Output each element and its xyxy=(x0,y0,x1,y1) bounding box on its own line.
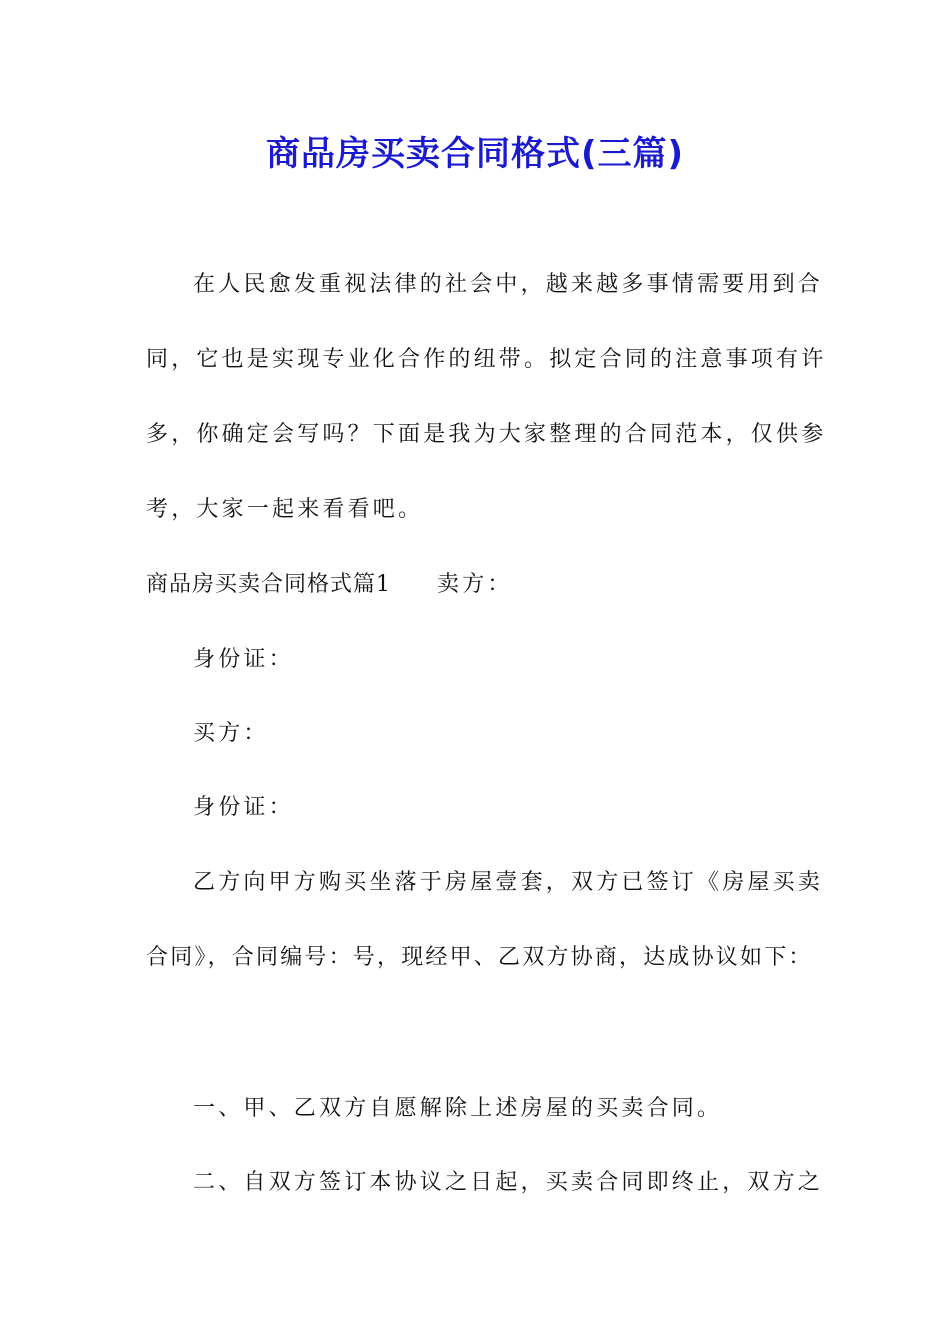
buyer-id-label: 身份证： xyxy=(193,795,294,820)
clause-2: 二、自双方签订本协议之日起，买卖合同即终止，双方之 xyxy=(193,1170,824,1195)
document-title: 商品房买卖合同格式(三篇) xyxy=(265,134,685,174)
section-heading-row xyxy=(146,568,513,602)
intro-line-3: 多，你确定会写吗？下面是我为大家整理的合同范本，仅供参 xyxy=(146,422,827,447)
seller-id-label: 身份证： xyxy=(193,647,294,672)
clause-1: 一、甲、乙双方自愿解除上述房屋的买卖合同。 xyxy=(193,1096,723,1121)
preamble-line-1: 乙方向甲方购买坐落于房屋壹套，双方已签订《房屋买卖 xyxy=(193,870,824,895)
intro-line-1: 在人民愈发重视法律的社会中，越来越多事情需要用到合 xyxy=(193,272,824,297)
intro-line-2: 同，它也是实现专业化合作的纽带。拟定合同的注意事项有许 xyxy=(146,347,827,372)
preamble-line-2: 合同》，合同编号：号，现经甲、乙双方协商，达成协议如下： xyxy=(146,945,813,970)
section-heading: 商品房买卖合同格式篇1 xyxy=(146,572,391,597)
intro-line-4: 考，大家一起来看看吧。 xyxy=(146,497,424,522)
buyer-label: 买方： xyxy=(193,721,269,746)
seller-label: 卖方： xyxy=(437,572,513,597)
